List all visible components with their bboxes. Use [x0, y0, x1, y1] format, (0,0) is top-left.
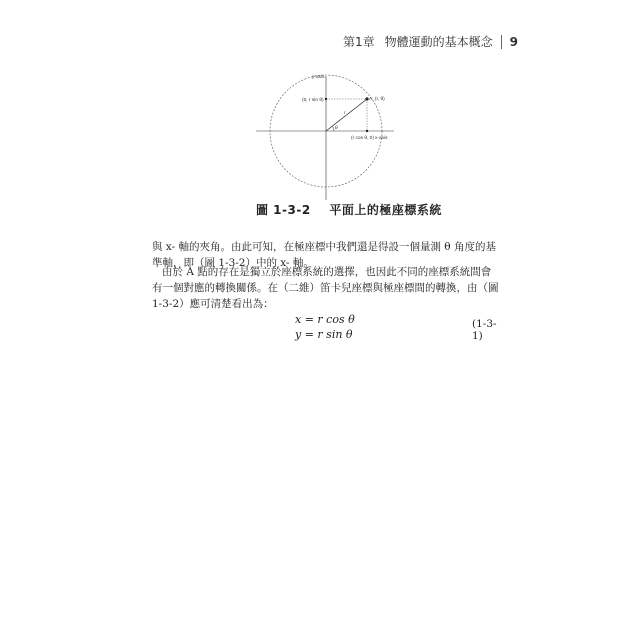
- x-axis-label: x-axis: [375, 136, 388, 141]
- point-y-projection: [325, 98, 327, 100]
- point-a-label: A: (r, θ): [369, 97, 385, 102]
- radius-line: [326, 99, 367, 131]
- y-axis-label: y-axis: [312, 75, 325, 80]
- point-x-projection: [366, 130, 368, 132]
- header-divider: [501, 35, 502, 49]
- body-paragraph-1: 與 x- 軸的夾角。由此可知，在極座標中我們還是得設一個量測 θ 角度的基準軸，即（圖 1-3-2）中的 x- 軸。: [152, 241, 496, 269]
- chapter-label: 第1章: [342, 35, 375, 49]
- radius-label: r: [344, 111, 346, 116]
- equation-x: x = r cos θ: [295, 313, 355, 326]
- running-header: [343, 33, 518, 50]
- angle-label: θ: [335, 126, 338, 131]
- equation-y: y = r sin θ: [295, 328, 353, 341]
- equation-number: (1-3-1): [472, 318, 497, 342]
- figure-caption: [256, 201, 442, 218]
- y-projection-label: (0, r sin θ): [302, 98, 324, 103]
- figure-number: 圖 1-3-2: [256, 203, 311, 217]
- body-paragraph-2: 由於 A 點的存在是獨立於座標系統的選擇，也因此不同的座標系統間會有一個對應的轉換關係。在（二維）笛卡兒座標與極座標間的轉換，由（圖 1-3-2）應可清楚看出為：: [152, 266, 499, 310]
- page-number: 9: [509, 34, 518, 49]
- equation-block: [295, 312, 505, 342]
- angle-arc: [332, 126, 334, 131]
- polar-coordinate-diagram: [248, 60, 398, 200]
- figure-title: 平面上的極座標系統: [329, 203, 442, 217]
- chapter-title: 物體運動的基本概念: [384, 35, 493, 49]
- x-projection-label: (r cos θ, 0): [351, 136, 374, 141]
